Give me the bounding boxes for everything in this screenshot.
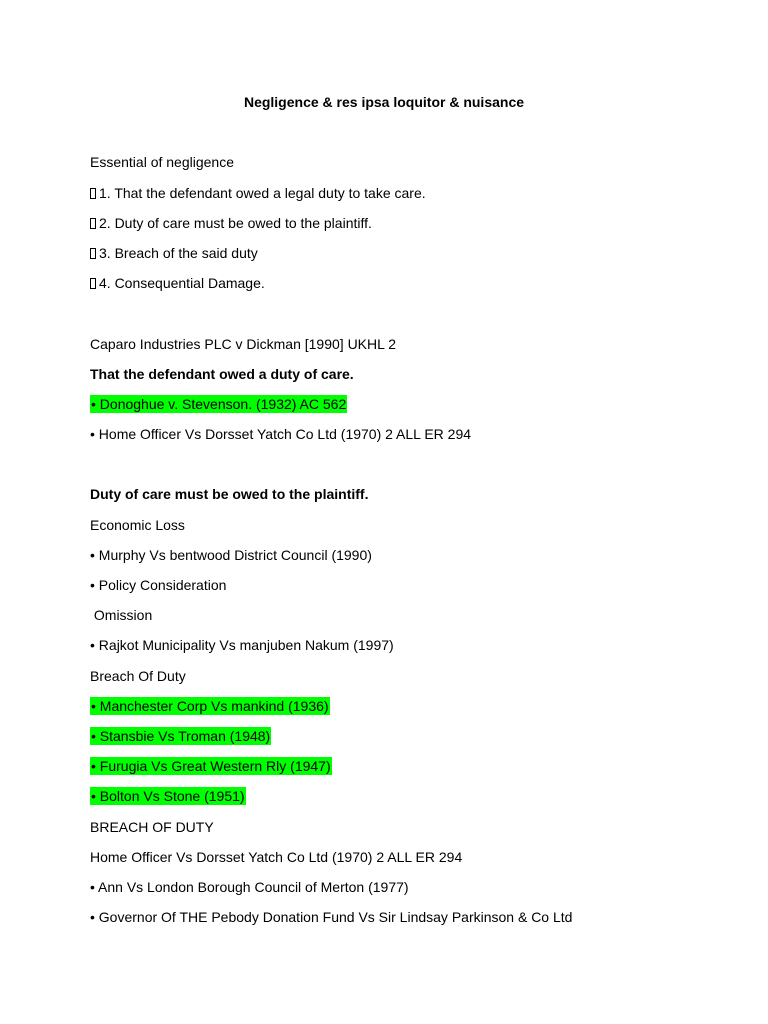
ann-case: • Ann Vs London Borough Council of Merton (1977): [90, 879, 409, 895]
checkbox-glyph-icon: [90, 278, 96, 289]
home-officer-case: • Home Officer Vs Dorsset Yatch Co Ltd (1970) 2 ALL ER 294: [90, 426, 472, 442]
essential-item-3: 3. Breach of the said duty: [90, 244, 258, 262]
highlighted-text: • Donoghue v. Stevenson. (1932) AC 562: [91, 396, 347, 412]
bolton-case: [90, 787, 246, 805]
duty-heading: That the defendant owed a duty of care.: [90, 366, 354, 382]
caparo-case: Caparo Industries PLC v Dickman [1990] UKHL 2: [90, 336, 397, 352]
highlighted-text: • Stansbie Vs Troman (1948): [91, 728, 271, 744]
rajkot-case: • Rajkot Municipality Vs manjuben Nakum (1997): [90, 637, 394, 653]
donoghue-case: [90, 395, 347, 413]
highlighted-text: • Furugia Vs Great Western Rly (1947): [91, 758, 331, 774]
stansbie-case: [90, 727, 271, 745]
murphy-case: • Murphy Vs bentwood District Council (1990): [90, 547, 372, 563]
highlighted-text: • Manchester Corp Vs mankind (1936): [91, 698, 329, 714]
plaintiff-heading: Duty of care must be owed to the plaintiff.: [90, 486, 369, 502]
omission-heading: Omission: [90, 607, 153, 623]
breach-caps-heading: BREACH OF DUTY: [90, 819, 214, 835]
essential-item-2: 2. Duty of care must be owed to the plaintiff.: [90, 214, 372, 232]
document-title: Negligence & res ipsa loquitor & nuisance: [243, 94, 525, 110]
economic-loss-heading: Economic Loss: [90, 517, 185, 533]
highlighted-text: • Bolton Vs Stone (1951): [91, 788, 245, 804]
manchester-case: [90, 697, 330, 715]
checkbox-glyph-icon: [90, 248, 96, 259]
essential-item-4: 4. Consequential Damage.: [90, 274, 265, 292]
essential-heading: Essential of negligence: [90, 154, 234, 170]
policy-item: • Policy Consideration: [90, 577, 227, 593]
home-officer-case-2: Home Officer Vs Dorsset Yatch Co Ltd (1970) 2 ALL ER 294: [90, 849, 463, 865]
essential-item-1: 1. That the defendant owed a legal duty to take care.: [90, 184, 426, 202]
furugia-case: [90, 757, 332, 775]
checkbox-glyph-icon: [90, 218, 96, 229]
breach-heading: Breach Of Duty: [90, 668, 186, 684]
governor-case: • Governor Of THE Pebody Donation Fund Vs Sir Lindsay Parkinson & Co Ltd: [90, 909, 573, 925]
checkbox-glyph-icon: [90, 188, 96, 199]
